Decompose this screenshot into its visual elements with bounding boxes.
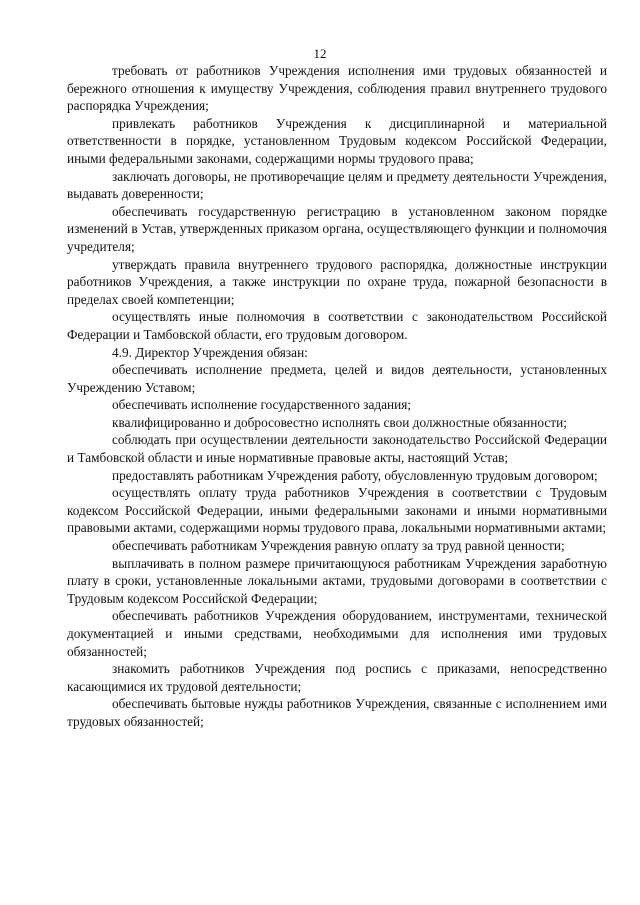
paragraph: обеспечивать работников Учреждения оборудованием, инструментами, технической документацией и иными средствами, необходимыми для исполнения ими трудовых обязанностей;: [67, 608, 607, 659]
paragraph: обеспечивать государственную регистрацию в установленном законом порядке изменений в Устав, утвержденных приказом органа, осуществляющего функции и полномочия учредителя;: [67, 203, 607, 254]
paragraph: заключать договоры, не противоречащие целям и предмету деятельности Учреждения, выдавать доверенности;: [67, 168, 607, 202]
page-number: 12: [313, 46, 327, 61]
paragraph: утверждать правила внутреннего трудового распорядка, должностные инструкции работников Учреждения, а также инструкции по охране труда, пожарной безопасности в пределах своей компетенции;: [67, 256, 607, 307]
paragraph: привлекать работников Учреждения к дисциплинарной и материальной ответственности в порядке, установленном Трудовым кодексом Российской Федерации, иными федеральными законами, содержащими нормы трудового права;: [67, 115, 607, 166]
paragraph: требовать от работников Учреждения исполнения ими трудовых обязанностей и бережного отношения к имуществу Учреждения, соблюдения правил внутреннего трудового распорядка Учреждения;: [67, 63, 607, 114]
paragraph: соблюдать при осуществлении деятельности законодательство Российской Федерации и Тамбовской области и иные нормативные правовые акты, настоящий Устав;: [67, 432, 607, 466]
paragraph: осуществлять иные полномочия в соответствии с законодательством Российской Федерации и Тамбовской области, его трудовым договором.: [67, 309, 607, 342]
paragraph: обеспечивать работникам Учреждения равную оплату за труд равной ценности;: [112, 538, 565, 554]
paragraph: обеспечивать исполнение предмета, целей и видов деятельности, установленных Учреждению Уставом;: [67, 362, 607, 395]
document-body: [67, 62, 607, 731]
paragraph: предоставлять работникам Учреждения работу, обусловленную трудовым договором;: [112, 467, 598, 483]
paragraph: выплачивать в полном размере причитающуюся работникам Учреждения заработную плату в сроки, установленные локальными актами, трудовыми договорами в соответствии с Трудовым кодексом Российской Федерации;: [67, 555, 607, 606]
paragraph: обеспечивать исполнение государственного задания;: [112, 397, 412, 413]
paragraph: обеспечивать бытовые нужды работников Учреждения, связанные с исполнением ими трудовых обязанностей;: [67, 696, 607, 729]
paragraph: знакомить работников Учреждения под роспись с приказами, непосредственно касающимися их трудовой деятельности;: [67, 661, 607, 694]
paragraph: осуществлять оплату труда работников Учреждения в соответствии с Трудовым кодексом Российской Федерации, иными федеральными законами и иными нормативными правовыми актами, содержащими нормы трудового права, локальными нормативными актами;: [67, 485, 607, 536]
section-heading: 4.9. Директор Учреждения обязан:: [112, 344, 308, 360]
paragraph: квалифицированно и добросовестно исполнять свои должностные обязанности;: [112, 414, 567, 430]
